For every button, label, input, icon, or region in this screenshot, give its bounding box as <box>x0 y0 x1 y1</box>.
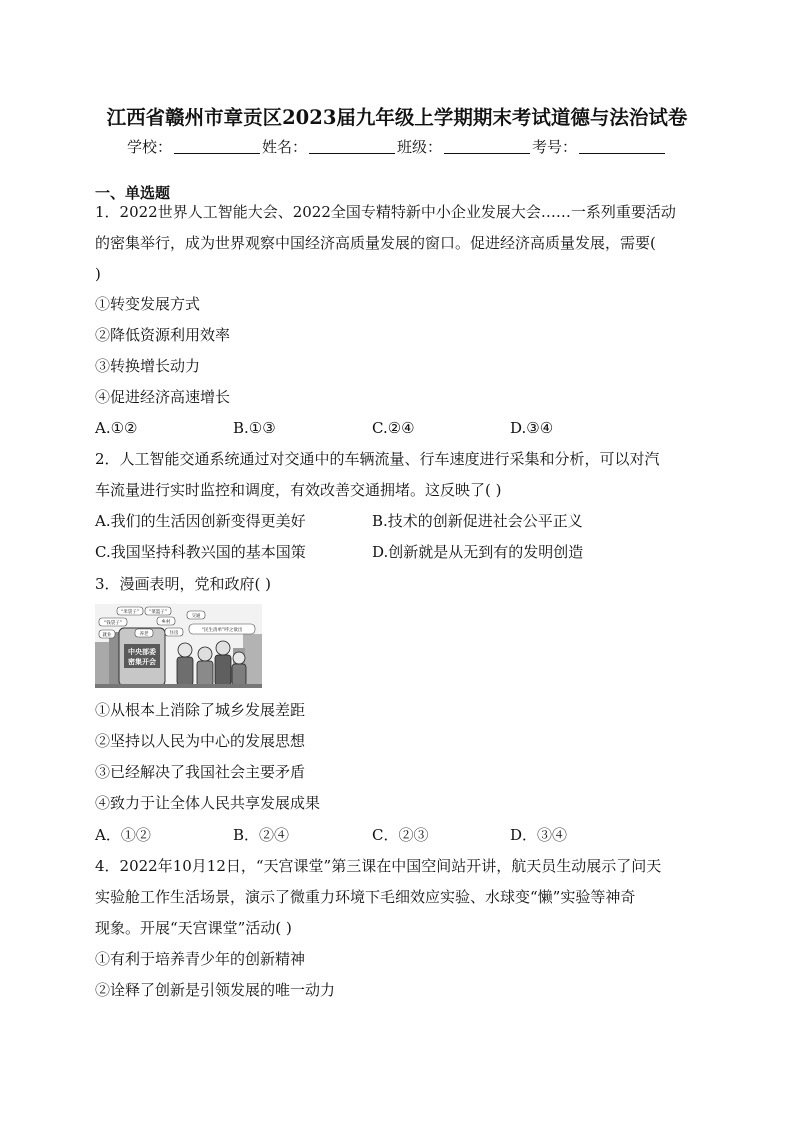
q3-option-c: C．②③ <box>372 826 429 844</box>
q3-option-d: D．③④ <box>510 826 568 844</box>
q1-stem-line-3: ) <box>95 265 101 283</box>
q1-item-3: ③转换增长动力 <box>95 357 201 375</box>
q3-cartoon-image <box>95 604 262 688</box>
field-school-blank <box>174 139 260 154</box>
q2-option-a: A.我们的生活因创新变得更美好 <box>95 512 306 530</box>
cartoon-bubble-elderly-care: 养老 <box>139 632 149 637</box>
field-name-label: 姓名： <box>261 138 307 156</box>
field-class-label: 班级： <box>397 138 443 156</box>
q3-option-b: B．②④ <box>233 826 290 844</box>
q2-stem-line-2: 车流量进行实时监控和调度，有效改善交通拥堵。这反映了( ) <box>95 481 502 499</box>
field-school-label: 学校： <box>126 138 172 156</box>
cartoon-bubble-money-bag: “钱袋子” <box>103 621 123 626</box>
cartoon-bubble-countryside: 乡村 <box>161 620 171 625</box>
section-heading: 一、单选题 <box>95 184 171 202</box>
q1-option-d: D.③④ <box>510 419 554 437</box>
q4-item-1: ①有利于培养青少年的创新精神 <box>95 950 306 968</box>
q4-stem-line-2: 实验舱工作生活场景，演示了微重力环境下毛细效应实验、水球变“懒”实验等神奇 <box>95 888 636 906</box>
q4-stem-line-3: 现象。开展“天宫课堂”活动( ) <box>95 919 292 937</box>
q1-stem-line-2: 的密集举行，成为世界观察中国经济高质量发展的窗口。促进经济高质量发展，需要( <box>95 234 656 252</box>
q1-item-4: ④促进经济高速增长 <box>95 388 231 406</box>
q3-option-a: A．①② <box>95 826 151 844</box>
field-name-blank <box>309 139 395 154</box>
cartoon-bubble-livelihood-list: “民生清单”呼之欲出 <box>201 628 243 633</box>
q3-stem: 3．漫画表明，党和政府( ) <box>95 575 272 593</box>
cartoon-bubble-employment: 就业 <box>102 633 112 638</box>
q4-item-2: ②诠释了创新是引领发展的唯一动力 <box>95 981 336 999</box>
q1-stem-line-1: 1．2022世界人工智能大会、2022全国专精特新中小企业发展大会……一系列重要活动 <box>95 203 676 221</box>
q1-item-2: ②降低资源利用效率 <box>95 326 231 344</box>
q1-option-b: B.①③ <box>233 419 276 437</box>
q3-item-1: ①从根本上消除了城乡发展差距 <box>95 701 306 719</box>
exam-title: 江西省赣州市章贡区2023届九年级上学期期末考试道德与法治试卷 <box>106 106 688 129</box>
cartoon-bubble-transport: 交通 <box>191 614 201 619</box>
q3-item-3: ③已经解决了我国社会主要矛盾 <box>95 763 306 781</box>
field-class-blank <box>444 139 530 154</box>
q3-item-4: ④致力于让全体人民共享发展成果 <box>95 794 321 812</box>
cartoon-bubble-rice-bag: “米袋子” <box>120 610 140 615</box>
cartoon-sign-line-2: 密集开会 <box>128 658 156 666</box>
q2-option-d: D.创新就是从无到有的发明创造 <box>372 543 584 561</box>
header-fields <box>0 136 794 157</box>
q1-option-a: A.①② <box>95 419 138 437</box>
q4-stem-line-1: 4．2022年10月12日，“天宫课堂”第三课在中国空间站开讲，航天员生动展示了问天 <box>95 857 662 875</box>
q2-option-b: B.技术的创新促进社会公平正义 <box>372 512 583 530</box>
cartoon-sign-line-1: 中央部委 <box>128 648 156 656</box>
q2-option-c: C.我国坚持科教兴国的基本国策 <box>95 543 306 561</box>
q3-item-2: ②坚持以人民为中心的发展思想 <box>95 732 306 750</box>
q2-stem-line-1: 2．人工智能交通系统通过对交通中的车辆流量、行车速度进行采集和分析，可以对汽 <box>95 450 660 468</box>
field-number-blank <box>579 139 665 154</box>
cartoon-bubble-housing: 住房 <box>169 631 179 636</box>
q1-item-1: ①转变发展方式 <box>95 295 201 313</box>
field-number-label: 考号： <box>532 138 578 156</box>
cartoon-bubble-vegetable-basket: “菜篮子” <box>148 610 168 615</box>
q1-option-c: C.②④ <box>372 419 415 437</box>
